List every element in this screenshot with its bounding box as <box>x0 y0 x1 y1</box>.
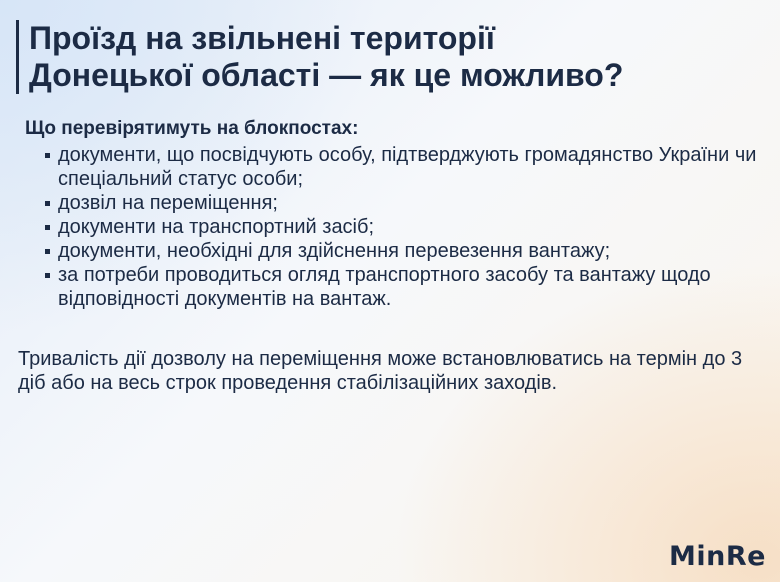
bullet-item <box>45 215 765 239</box>
square-bullet-icon <box>45 273 50 278</box>
bullet-item <box>45 191 765 215</box>
section-heading: Що перевірятимуть на блокпостах: <box>25 118 359 139</box>
bullet-list <box>25 143 765 311</box>
bullet-item <box>45 143 765 191</box>
title-line-2: Донецької області — як це можливо? <box>29 57 624 93</box>
bullet-text: документи, необхідні для здійснення перевезення вантажу; <box>58 240 611 262</box>
bullet-text: документи на транспортний засіб; <box>58 216 375 238</box>
bullet-text: за потреби проводиться огляд транспортного засобу та вантажу щодо відповідності документів на вантаж. <box>58 264 711 310</box>
checkpoint-section <box>25 117 765 311</box>
title-line-1: Проїзд на звільнені території <box>29 20 495 56</box>
square-bullet-icon <box>45 225 50 230</box>
permit-duration-text: Тривалість дії дозволу на переміщення може встановлюватись на термін до 3 діб або на весь строк проведення стабілізаційних заходів. <box>18 348 743 394</box>
bullet-item <box>45 263 765 311</box>
square-bullet-icon <box>45 249 50 254</box>
title-block <box>16 20 769 94</box>
square-bullet-icon <box>45 201 50 206</box>
bullet-text: документи, що посвідчують особу, підтверджують громадянство України чи спеціальний статус особи; <box>58 144 757 190</box>
bullet-text: дозвіл на переміщення; <box>58 192 278 214</box>
square-bullet-icon <box>45 153 50 158</box>
bullet-item <box>45 239 765 263</box>
minre-logo: MinRe <box>669 541 766 572</box>
